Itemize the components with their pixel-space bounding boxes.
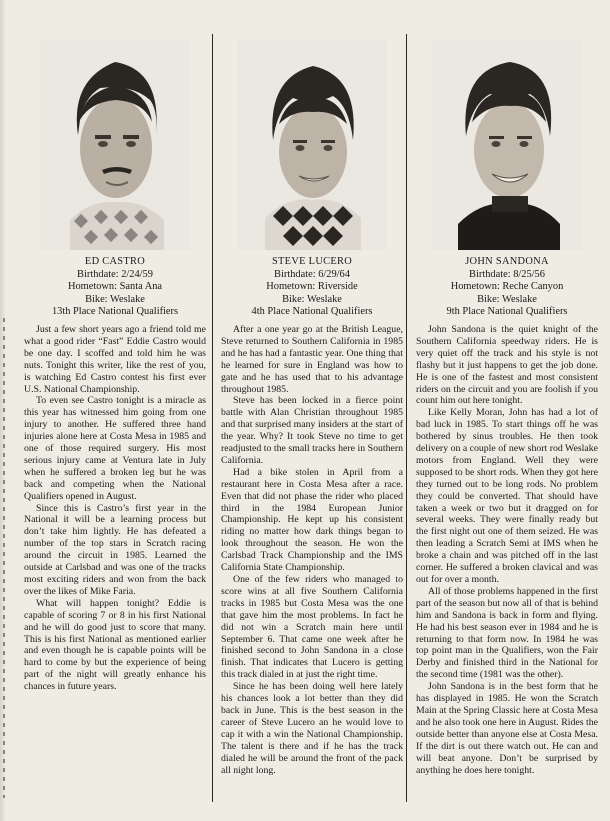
rider-placing: 4th Place National Qualifiers xyxy=(251,306,373,318)
rider-photo xyxy=(40,40,190,250)
rider-bio xyxy=(416,324,598,776)
rider-photo xyxy=(237,40,387,250)
bio-paragraph: Steve has been locked in a fierce point battle with Alan Christian throughout 1985 and that surprised many insiders at the start of the year. Why? It took Steve no time to get readjusted to the small tracks here in Southern California. xyxy=(221,395,403,466)
bio-paragraph: One of the few riders who managed to score wins at all five Southern California tracks in 1985 but Costa Mesa was the one that gave him the most problems. In fact he did not win a Scratch main here until September 6. That came one week after he finished second to John Sandona in a close finish. That indicates that Lucero is getting this track dialed in at just the right time. xyxy=(221,574,403,681)
bio-paragraph: John Sandona is the quiet knight of the Southern California speedway riders. He is very quiet off the track and his style is not flashy but it just happens to get the job done. He is one of the fastest and most consistent riders on the circuit and you are foolish if you count him out here tonight. xyxy=(416,323,598,407)
bio-paragraph: What will happen tonight? Eddie is capable of scoring 7 or 8 in his first National and he will do good just to score that many. This is his first National as mentioned earlier and even though he is capable points will be hard to come by but the experience of being part of the night will greatly enhance his chances in future years. xyxy=(24,597,206,693)
rider-birthdate: Birthdate: 2/24/59 xyxy=(77,268,153,280)
rider-placing: 13th Place National Qualifiers xyxy=(51,306,179,318)
rider-hometown: Hometown: Reche Canyon xyxy=(450,281,564,293)
rider-caption xyxy=(416,256,598,319)
rider-birthdate: Birthdate: 8/25/56 xyxy=(469,268,545,280)
rider-photo xyxy=(432,40,582,250)
bio-paragraph: Had a bike stolen in April from a restaurant here in Costa Mesa after a race. Even that did not phase the rider who placed third in the 1984 European Junior Championship. He kept up his consistent riding no matter how dark things began to look throughout the season. He won the Carlsbad Track Championship and the IMS California State Championship. xyxy=(221,466,403,574)
rider-hometown: Hometown: Riverside xyxy=(266,281,358,293)
bio-paragraph: Like Kelly Moran, John has had a lot of bad luck in 1985. To start things off he was bothered by sinus troubles. He then took delivery on a couple of new short rod Weslake motors from England. Well they were supposed to be short rods. When they got here they turned out to be long rods. No problem they could be converted. That should have taken a week or two but it dragged on for several weeks. They were finally ready but the first night out one of them seized. He was then leading a Scratch Semi at IMS when he broke a chain and was pitched off in the last corner. He suffered a broken clavical and was out for over a month. xyxy=(416,407,598,585)
column-rule xyxy=(406,34,407,802)
rider-column-castro xyxy=(24,40,206,693)
rider-caption xyxy=(221,256,403,319)
rider-bike: Bike: Weslake xyxy=(477,293,537,305)
rider-caption xyxy=(24,256,206,319)
binding-perforation xyxy=(3,318,5,798)
bio-paragraph: Since this is Castro’s first year in the National it will be a learning process but don’t take him lightly. He has defeated a number of the top stars in Scratch racing around the circuit in 1985. Learned the outside at Carlsbad and was one of the tracks most exciting riders and won from the back over the likes of Mike Faria. xyxy=(24,502,206,597)
bio-paragraph: Just a few short years ago a friend told me what a good rider “Fast” Eddie Castro would be one day. I scoffed and told him he was nuts. Tonight this writer, like the rest of you, is watching Ed Castro contest his first ever U.S. National Championship. xyxy=(24,323,206,395)
rider-bike: Bike: Weslake xyxy=(85,293,145,305)
rider-bio xyxy=(221,324,403,776)
rider-name: ED CASTRO xyxy=(84,256,146,267)
rider-column-lucero xyxy=(221,40,403,776)
bio-paragraph: John Sandona is in the best form that he has displayed in 1985. He won the Scratch Main at the Spring Classic here at Costa Mesa and he also took one here in August. Rides the outside better than anyone else at Costa Mesa. If the dirt is out there watch out. He can and will beat anyone. Don’t be surprised by anything he does here tonight. xyxy=(416,681,598,776)
rider-placing: 9th Place National Qualifiers xyxy=(446,306,568,318)
rider-name: STEVE LUCERO xyxy=(271,256,353,267)
rider-bio xyxy=(24,324,206,693)
rider-column-sandona xyxy=(416,40,598,776)
bio-paragraph: After a one year go at the British League, Steve returned to Southern California in 1985 and he has had a fantastic year. One thing that he learned for sure in England was how to gate and he has used that to his advantage throughout 1985. xyxy=(221,323,403,395)
rider-hometown: Hometown: Santa Ana xyxy=(67,281,163,293)
rider-birthdate: Birthdate: 6/29/64 xyxy=(274,268,350,280)
rider-name: JOHN SANDONA xyxy=(465,256,549,267)
bio-paragraph: All of those problems happened in the first part of the season but now all of that is behind him and Sandona is back in form and flying. He had his best season ever in 1984 and he is returning to that form now. In 1984 he was top point man in the Qualifiers, won the Fair Derby and finished third in the National for the second time (1981 was the other). xyxy=(416,585,598,681)
rider-bike: Bike: Weslake xyxy=(282,293,342,305)
bio-paragraph: To even see Castro tonight is a miracle as this year has witnessed him going from one injury to another. He suffered three hand injuries alone here at Costa Mesa in 1985 and one of those required surgery. His most serious injury came at Ventura late in July when he suffered a broken leg but he was back and competing when the National Qualifiers opened in August. xyxy=(24,395,206,502)
column-rule xyxy=(212,34,213,802)
bio-paragraph: Since he has been doing well here lately his chances look a lot better than they did back in June. This is the best season in the career of Steve Lucero an he would love to cap it with a win the National Championship. The talent is there and if he has the track dialed he will be around the front of the pack all night long. xyxy=(221,681,403,776)
